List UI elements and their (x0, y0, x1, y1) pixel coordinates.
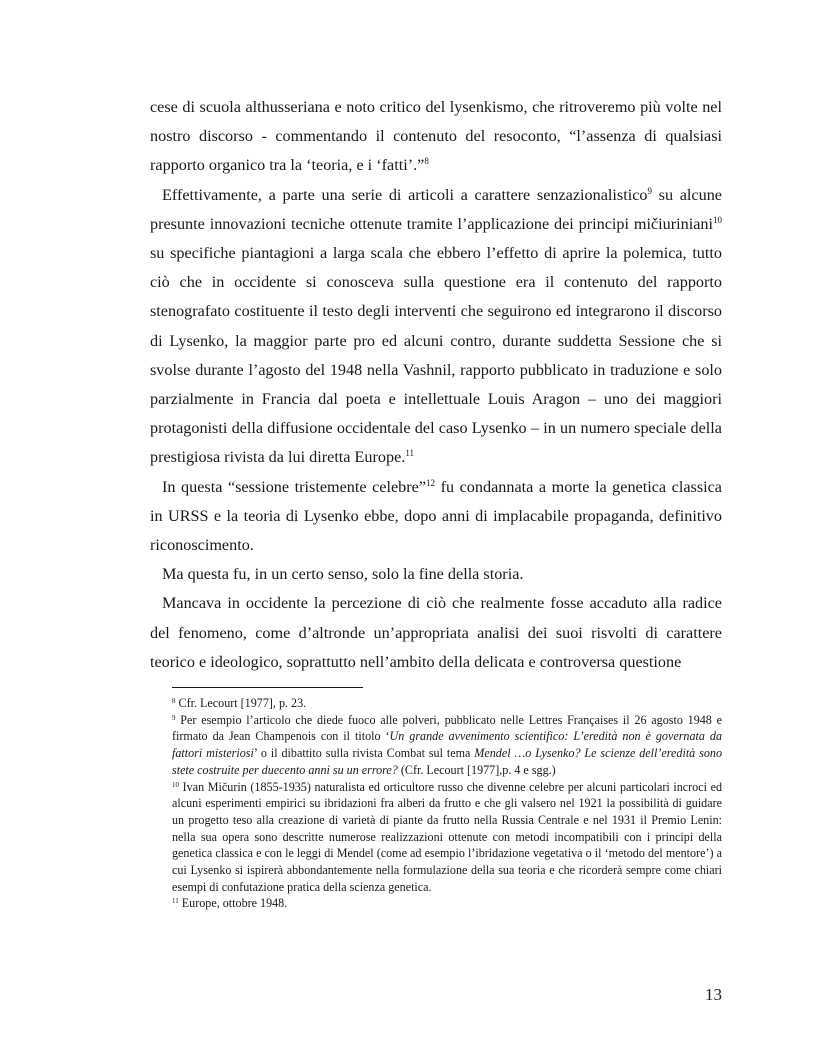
paragraph-text: Ma questa fu, in un certo senso, solo la fine della storia. (162, 565, 524, 584)
page-number: 13 (705, 985, 722, 1004)
paragraph-text: fu condannata a morte la genetica classica in URSS e la teoria di Lysenko ebbe, dopo anni di implacabile propaganda, definitivo riconoscimento. (150, 477, 722, 555)
footnote-9 (172, 712, 722, 779)
paragraph-5 (150, 589, 722, 677)
footnote-number: 9 (172, 713, 176, 722)
footnotes (172, 695, 722, 912)
footnote-text: Europe, ottobre 1948. (181, 896, 288, 911)
paragraph-text: su specifiche piantagioni a larga scala che ebbero l’effetto di aprire la polemica, tutto ciò che in occidente si conosceva sulla questione era il contenuto del rapporto stenografato costituente il testo degli interventi che seguirono ed integrarono il discorso di Lysenko, la maggior parte pro ed alcuni contro, durante suddetta Sessione che si svolse durante l’agosto del 1948 nella Vashnil, rapporto pubblicato in traduzione e solo parzialmente in Francia dal poeta e intellettuale Louis Aragon – uno dei maggiori protagonisti della diffusione occidentale del caso Lysenko – in un numero speciale della prestigiosa rivista da lui diretta Europe. (150, 244, 722, 467)
footnote-ref[interactable]: 8 (424, 156, 429, 167)
paragraph-2 (150, 181, 722, 473)
footnote-number: 10 (172, 780, 179, 789)
paragraph-text: cese di scuola althusseriana e noto critico del lysenkismo, che ritroveremo più volte nel nostro discorso - commentando il contenuto del resoconto, “l’assenza di qualsiasi rapporto organico tra la ‘teoria, e i ‘fatti’.” (150, 98, 722, 175)
paragraph-text: Mancava in occidente la percezione di ciò che realmente fosse accaduto alla radice del fenomeno, come d’altronde un’appropriata analisi dei suoi risvolti di carattere teorico e ideologico, soprattutto nell’ambito della delicata e controversa questione (150, 594, 722, 671)
body-text (150, 93, 722, 677)
footnote-8 (172, 695, 722, 712)
paragraph-3 (150, 473, 722, 561)
footnote-ref[interactable]: 11 (405, 448, 415, 459)
footnote-number: 8 (172, 697, 176, 705)
footnote-text: Cfr. Lecourt [1977], p. 23. (178, 696, 307, 710)
footnote-separator (172, 687, 363, 688)
footnote-10 (172, 779, 722, 896)
footnote-ref[interactable]: 9 (647, 185, 652, 196)
footnote-ref[interactable]: 10 (713, 214, 722, 225)
footnote-italic-title: Un grande avvenimento scientifico: L’eredità non è governata da fattori misteriosi (172, 729, 722, 761)
footnote-italic-title: Mendel …o Lysenko? Le scienze dell’eredità sono stete costruite per duecento anni su un errore? (172, 746, 722, 777)
footnote-text: (Cfr. Lecourt [1977],p. 4 e sgg.) (397, 762, 556, 777)
footnote-text: ’ o il dibattito sulla rivista Combat sul tema (253, 746, 475, 761)
footnote-number: 11 (172, 897, 179, 906)
paragraph-text: su alcune presunte innovazioni tecniche ottenute tramite l’applicazione dei principi mičiuriniani (150, 185, 722, 233)
footnote-text: Per esempio l’articolo che diede fuoco alle polveri, pubblicato nelle Lettres Françaises il 26 agosto 1948 e firmato da Jean Champenois con il titolo ‘ (172, 712, 722, 744)
paragraph-text: Effettivamente, a parte una serie di articoli a carattere senzazionalistico (162, 185, 648, 204)
footnote-text: Ivan Mičurin (1855-1935) naturalista ed orticultore russo che divenne celebre per alcuni particolari incroci ed alcuni esperimenti empirici su ibridazioni fra alberi da frutto e che gli valsero nel 1921 la possibilità di guidare un progetto teso alla creazione di varietà di piante da frutto nella Russia Centrale e nel 1931 il Premio Lenin: nella sua opera sono descritte numerose realizzazioni ottenute con metodi incompatibili con i principi della genetica classica e con le leggi di Mendel (come ad esempio l’ibridazione vegetativa o il ‘metodo del mentore’) a cui Lysenko si ispirerà abbondantemente nella formulazione della sua teoria e che ricorderà sempre come chiari esempi di confutazione pratica della scienza genetica. (172, 779, 722, 894)
paragraph-1 (150, 93, 722, 181)
footnote-11 (172, 895, 722, 912)
footnote-ref[interactable]: 12 (426, 477, 436, 488)
paragraph-4 (150, 560, 722, 589)
paragraph-text: In questa “sessione tristemente celebre” (162, 477, 427, 496)
